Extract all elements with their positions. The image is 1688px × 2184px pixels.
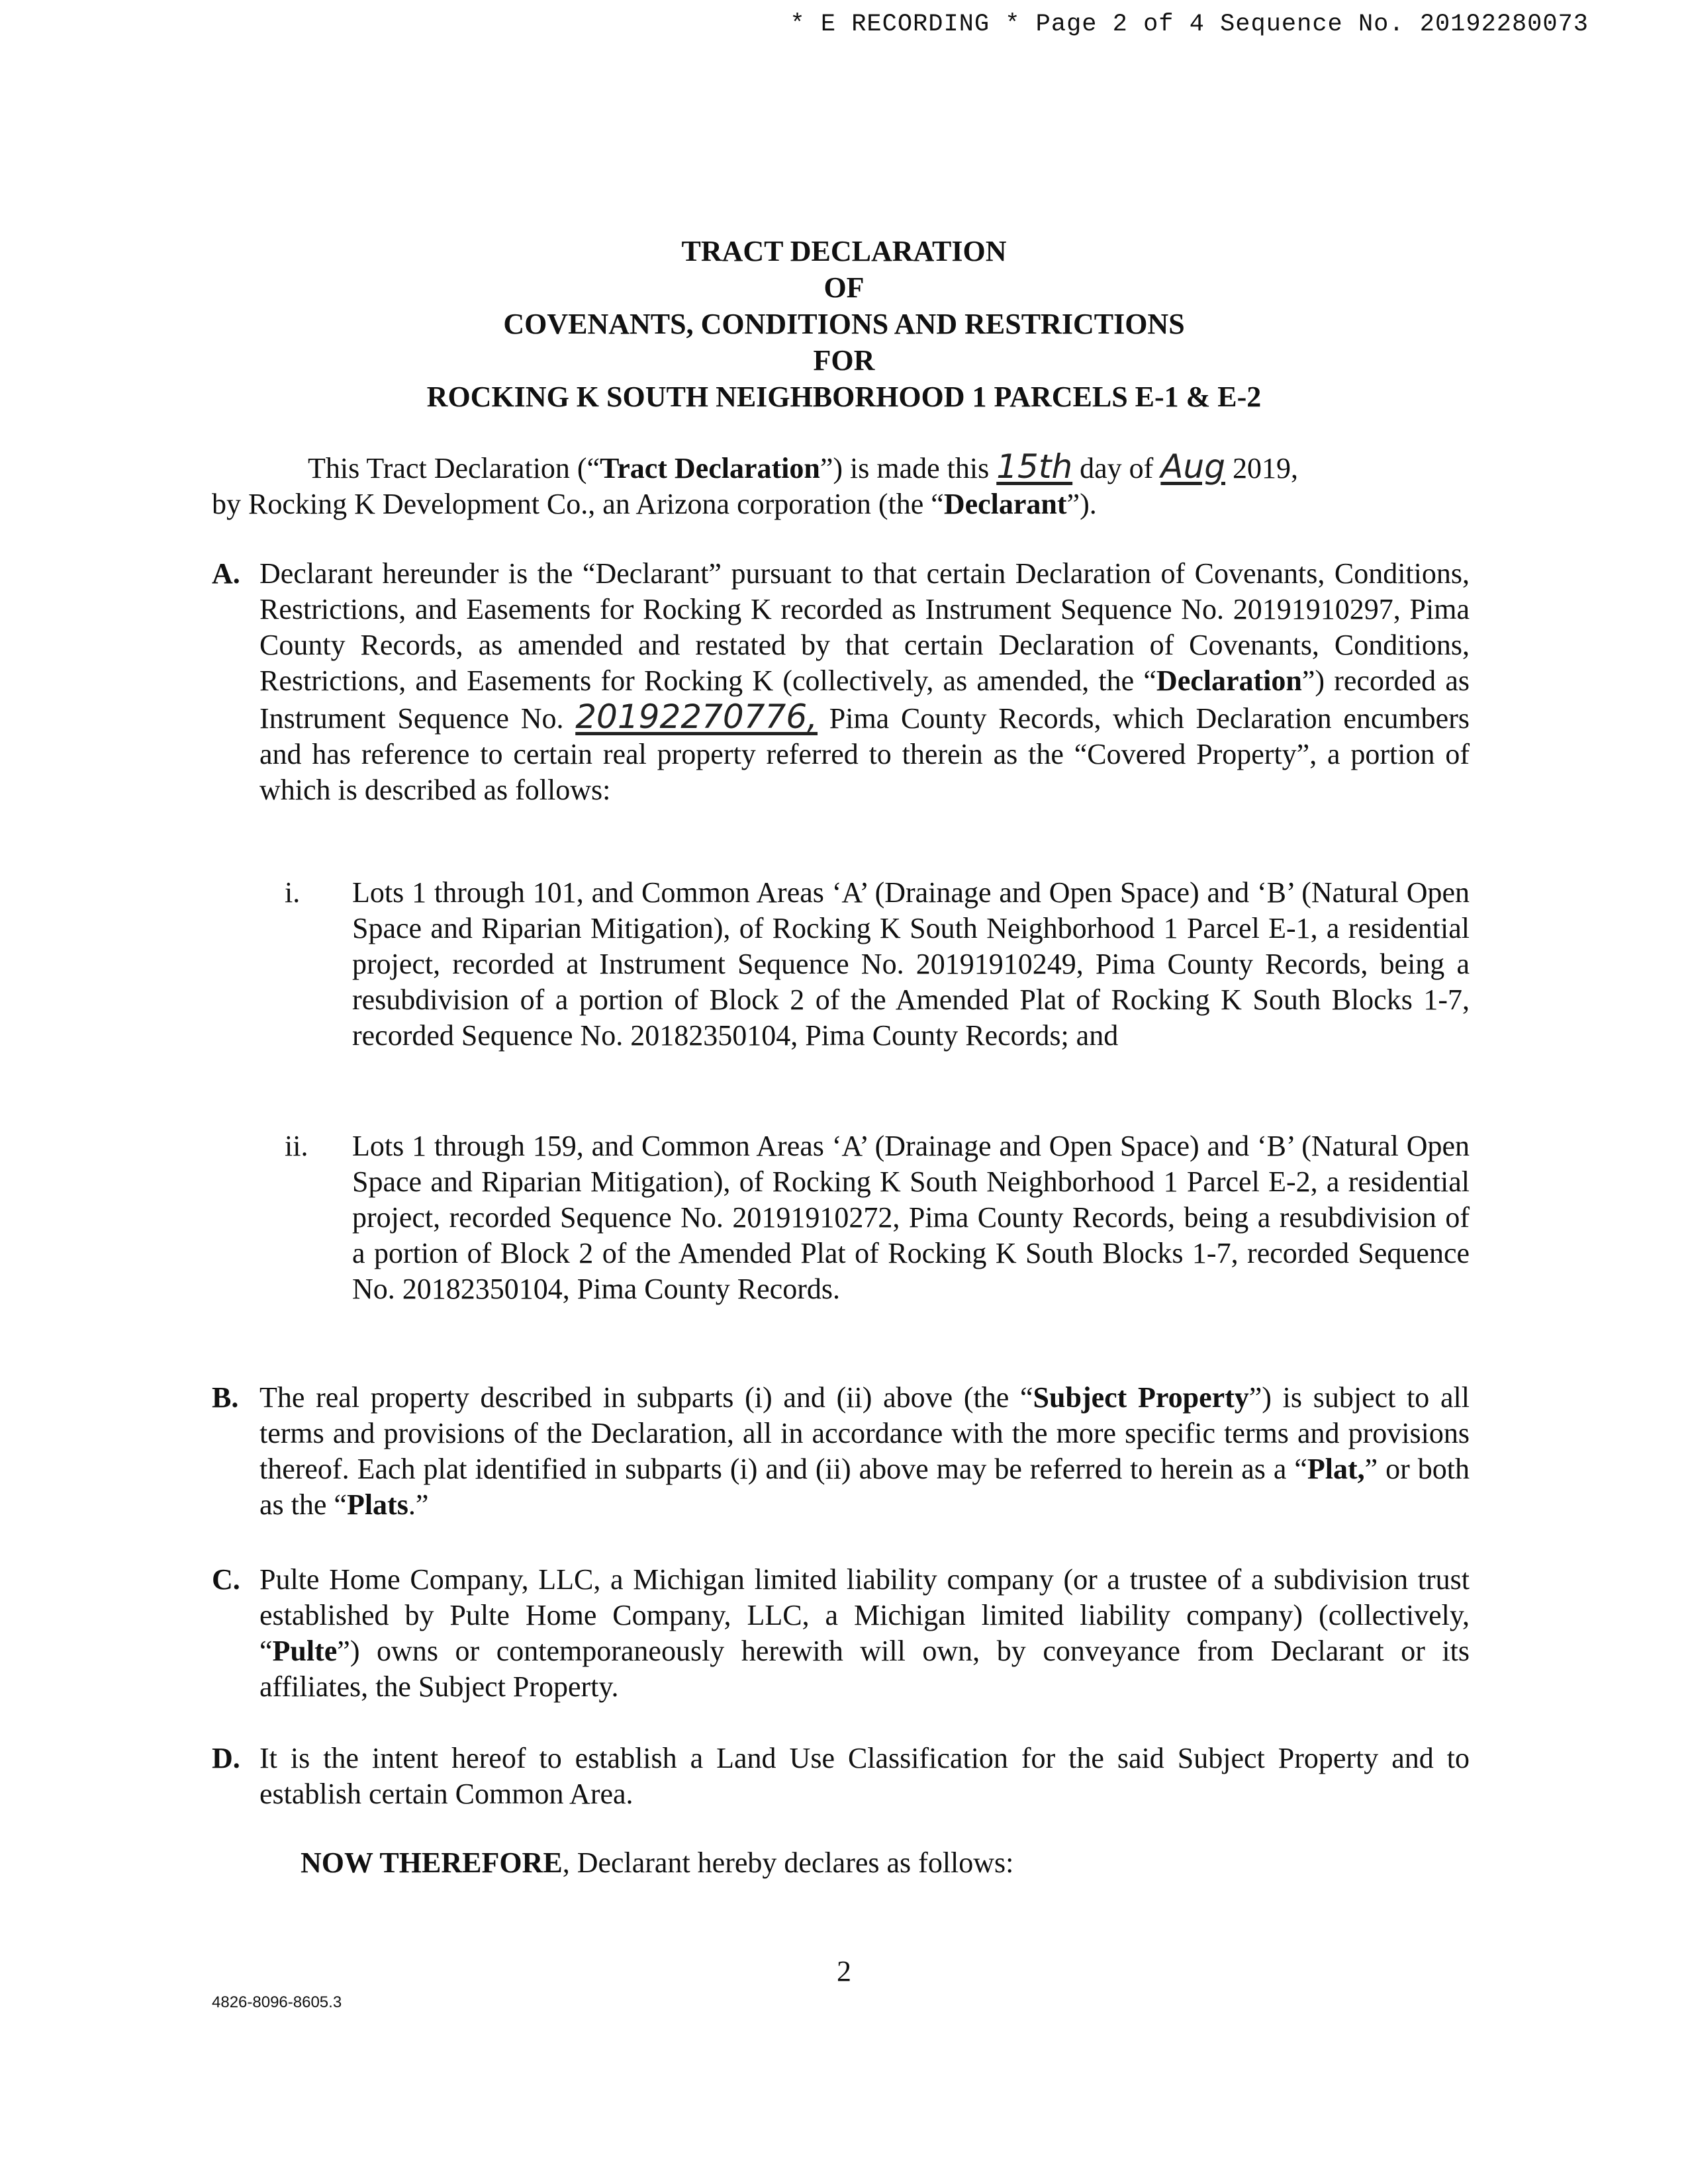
handwritten-sequence-number: 20192270776,	[575, 698, 818, 736]
item-text: Lots 1 through 159, and Common Areas ‘A’ (Drainage and Open Space) and ‘B’ (Natural Open Space and Riparian Mitigation), of Rocking K South Neighborhood 1 Parcel E-2, a residential project, recorded Sequence No. 20191910272, Pima County Records, being a resubdivision of a portion of Block 2 of the Amended Plat of Rocking K South Blocks 1-7, recorded Sequence No. 20182350104, Pima County Records.	[352, 1130, 1470, 1305]
intro-text: This Tract Declaration (“	[308, 452, 600, 484]
intro-text: ”).	[1066, 488, 1097, 520]
now-therefore-text: , Declarant hereby declares as follows:	[562, 1846, 1014, 1879]
handwritten-day: 15th	[996, 447, 1073, 486]
recital-bold-term: Subject Property	[1033, 1381, 1249, 1414]
document-id: 4826-8096-8605.3	[212, 1993, 342, 2011]
recital-text: ”) recorded as Instrument Sequence No.	[259, 664, 1470, 735]
recital-a-item-ii	[285, 1128, 1470, 1307]
recital-text: It is the intent hereof to establish a Land Use Classification for the said Subject Property and to establish certain Common Area.	[259, 1742, 1470, 1810]
recording-header: * E RECORDING * Page 2 of 4 Sequence No. 20192280073	[790, 11, 1589, 38]
recital-b	[212, 1380, 1470, 1523]
recital-text: Declarant hereunder is the “Declarant” pursuant to that certain Declaration of Covenants, Conditions, Restrictions, and Easements for Rocking K recorded as Instrument Sequence No. 20191910297, Pima County Records, as amended and restated by that certain Declaration of Covenants, Conditions, Restrictions, and Easements for Rocking K (collectively, as amended, the “	[259, 557, 1470, 697]
intro-text: day of	[1072, 452, 1161, 484]
title-line-1: TRACT DECLARATION	[681, 235, 1007, 267]
intro-paragraph	[212, 449, 1470, 522]
now-therefore-clause	[301, 1845, 1013, 1881]
title-line-3: COVENANTS, CONDITIONS AND RESTRICTIONS	[503, 308, 1185, 340]
recital-bold-term: Pulte	[272, 1635, 338, 1667]
now-therefore-bold: NOW THEREFORE	[301, 1846, 563, 1879]
page-number: 2	[837, 1955, 851, 1987]
recital-letter: B.	[212, 1381, 239, 1414]
recital-bold-term: Declaration	[1156, 664, 1302, 697]
recital-text: The real property described in subparts (i) and (ii) above (the “	[259, 1381, 1033, 1414]
recital-letter: A.	[212, 557, 240, 590]
title-line-5: ROCKING K SOUTH NEIGHBORHOOD 1 PARCELS E-1 & E-2	[426, 381, 1262, 413]
intro-bold-term: Declarant	[943, 488, 1067, 520]
recital-text: ” or both as the “	[259, 1453, 1470, 1521]
recital-bold-term: Plats	[346, 1488, 408, 1521]
intro-text: ”) is made this	[820, 452, 997, 484]
item-number: ii.	[285, 1130, 308, 1162]
document-title	[0, 233, 1688, 415]
recital-letter: D.	[212, 1742, 240, 1774]
recital-a-item-i	[285, 875, 1470, 1054]
recital-bold-term: Plat,	[1307, 1453, 1365, 1485]
recital-text: Pulte Home Company, LLC, a Michigan limited liability company (or a trustee of a subdivision trust established by Pulte Home Company, LLC, a Michigan limited liability company) (collectively, “	[259, 1563, 1470, 1667]
item-number: i.	[285, 876, 301, 909]
recital-text: .”	[408, 1488, 429, 1521]
handwritten-month: Aug	[1160, 447, 1225, 486]
recital-d	[212, 1741, 1470, 1812]
recital-a	[212, 556, 1470, 808]
recital-text: ”) owns or contemporaneously herewith will own, by conveyance from Declarant or its affiliates, the Subject Property.	[259, 1635, 1470, 1703]
recital-text: Pima County Records, which Declaration encumbers and has reference to certain real property referred to therein as the “Covered Property”, a portion of which is described as follows:	[259, 702, 1470, 806]
intro-bold-term: Tract Declaration	[600, 452, 820, 484]
recital-letter: C.	[212, 1563, 240, 1596]
intro-text: by Rocking K Development Co., an Arizona corporation (the “	[212, 488, 944, 520]
title-line-2: OF	[823, 271, 865, 304]
recital-c	[212, 1562, 1470, 1705]
intro-text: 2019,	[1225, 452, 1298, 484]
item-text: Lots 1 through 101, and Common Areas ‘A’ (Drainage and Open Space) and ‘B’ (Natural Open Space and Riparian Mitigation), of Rocking K South Neighborhood 1 Parcel E-1, a residential project, recorded at Instrument Sequence No. 20191910249, Pima County Records, being a resubdivision of a portion of Block 2 of the Amended Plat of Rocking K South Blocks 1-7, recorded Sequence No. 20182350104, Pima County Records; and	[352, 876, 1470, 1052]
title-line-4: FOR	[813, 344, 875, 377]
recital-text: ”) is subject to all terms and provisions of the Declaration, all in accordance with the more specific terms and provisions thereof. Each plat identified in subparts (i) and (ii) above may be referred to herein as a “	[259, 1381, 1470, 1485]
